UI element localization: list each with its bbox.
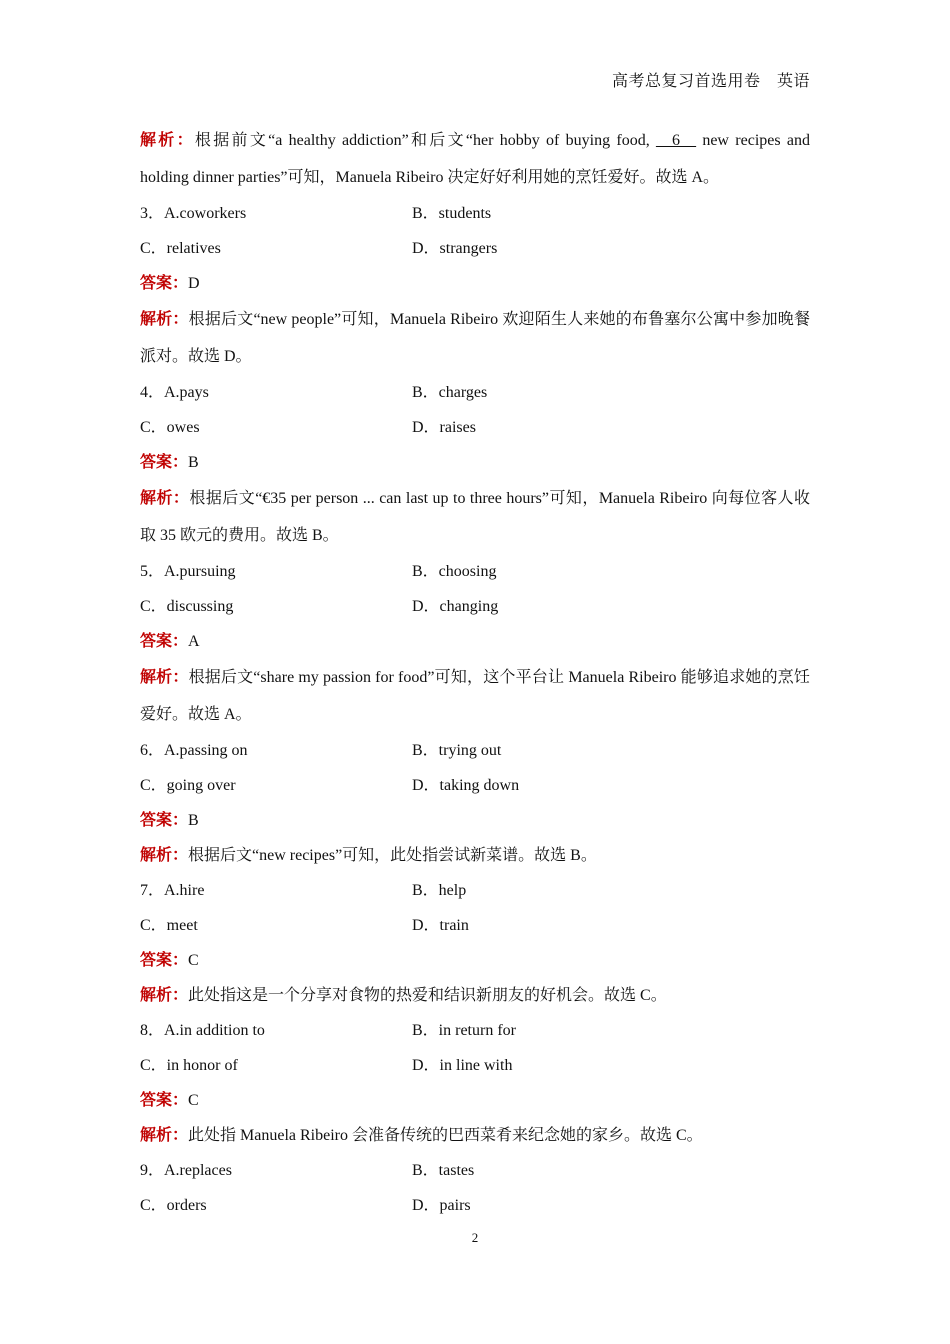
analysis-label: 解析：	[140, 847, 189, 864]
answer-label: 答案：	[140, 275, 189, 292]
analysis-paragraph: 解析：此处指 Manuela Ribeiro 会准备传统的巴西菜肴来纪念她的家乡。故选 C。	[140, 1127, 703, 1144]
option-a: 9．A.replaces	[140, 1162, 232, 1179]
option-row	[140, 908, 810, 943]
analysis-label: 解析：	[140, 490, 190, 507]
option-a: 4．A.pays	[140, 384, 209, 401]
option-row	[140, 589, 810, 624]
option-a: 8．A.in addition to	[140, 1022, 265, 1039]
option-c: C．owes	[140, 419, 200, 436]
analysis-label: 解析：	[140, 987, 189, 1004]
option-c: C．going over	[140, 777, 236, 794]
document-body	[140, 122, 810, 1223]
option-d: D．in line with	[412, 1057, 513, 1074]
option-d: D．train	[412, 917, 469, 934]
answer-value: C	[188, 1092, 199, 1109]
answer-label: 答案：	[140, 1092, 189, 1109]
option-c: C．discussing	[140, 598, 234, 615]
answer-value: D	[188, 275, 200, 292]
analysis-paragraph: 解析：根据后文“share my passion for food”可知，这个平台让 Manuela Ribeiro 能够追求她的烹饪爱好。故选 A。	[140, 669, 810, 723]
answer-line	[140, 1083, 810, 1118]
option-row	[140, 554, 810, 589]
option-row	[140, 231, 810, 266]
option-row	[140, 196, 810, 231]
analysis-paragraph: 解析：此处指这是一个分享对食物的热爱和结识新朋友的好机会。故选 C。	[140, 987, 667, 1004]
option-row	[140, 768, 810, 803]
option-a: 7．A.hire	[140, 882, 205, 899]
option-d: D．changing	[412, 598, 499, 615]
option-c: C．in honor of	[140, 1057, 238, 1074]
analysis-label: 解析：	[140, 311, 189, 328]
page-number: 2	[471, 1230, 479, 1245]
option-c: C．orders	[140, 1197, 207, 1214]
answer-value: B	[188, 812, 199, 829]
answer-line	[140, 943, 810, 978]
analysis-paragraph: 解析：根据后文“new recipes”可知，此处指尝试新菜谱。故选 B。	[140, 847, 597, 864]
analysis-label: 解析：	[140, 132, 195, 149]
option-row	[140, 1013, 810, 1048]
option-b: B．trying out	[412, 742, 502, 759]
option-a: 6．A.passing on	[140, 742, 248, 759]
analysis-paragraph: 解析：根据后文“new people”可知，Manuela Ribeiro 欢迎陌生人来她的布鲁塞尔公寓中参加晚餐派对。故选 D。	[140, 311, 810, 365]
option-b: B．charges	[412, 384, 488, 401]
analysis-label: 解析：	[140, 669, 189, 686]
option-d: D．pairs	[412, 1197, 471, 1214]
analysis-label: 解析：	[140, 1127, 189, 1144]
answer-line	[140, 624, 810, 659]
answer-line	[140, 445, 810, 480]
option-d: D．taking down	[412, 777, 520, 794]
analysis-paragraph: 解析：根据后文“€35 per person ... can last up to three hours”可知，Manuela Ribeiro 向每位客人收取 35 欧元的费用。故选 B。	[140, 490, 810, 544]
option-row	[140, 410, 810, 445]
option-row	[140, 1153, 810, 1188]
option-b: B．tastes	[412, 1162, 475, 1179]
answer-line	[140, 803, 810, 838]
option-a: 5．A.pursuing	[140, 563, 236, 580]
option-d: D．raises	[412, 419, 476, 436]
answer-label: 答案：	[140, 454, 189, 471]
option-b: B．in return for	[412, 1022, 516, 1039]
option-c: C．meet	[140, 917, 198, 934]
answer-label: 答案：	[140, 633, 189, 650]
answer-value: A	[188, 633, 200, 650]
option-a: 3．A.coworkers	[140, 205, 247, 222]
page-header: 高考总复习首选用卷 英语	[611, 73, 810, 90]
answer-value: C	[188, 952, 199, 969]
option-row	[140, 873, 810, 908]
answer-label: 答案：	[140, 952, 189, 969]
analysis-paragraph: 解析：根据前文“a healthy addiction”和后文“her hobby of buying food, __6__ new recipes and holding dinner parties”可知，Manuela Ribeiro 决定好好利用她的烹饪爱好。故选 A。	[140, 132, 811, 186]
option-b: B．help	[412, 882, 467, 899]
option-row	[140, 375, 810, 410]
option-b: B．students	[412, 205, 492, 222]
answer-line	[140, 266, 810, 301]
blank-6: __6__	[656, 132, 697, 149]
option-b: B．choosing	[412, 563, 497, 580]
answer-value: B	[188, 454, 199, 471]
answer-label: 答案：	[140, 812, 189, 829]
option-row	[140, 1048, 810, 1083]
option-row	[140, 733, 810, 768]
option-d: D．strangers	[412, 240, 498, 257]
option-row	[140, 1188, 810, 1223]
option-c: C．relatives	[140, 240, 221, 257]
